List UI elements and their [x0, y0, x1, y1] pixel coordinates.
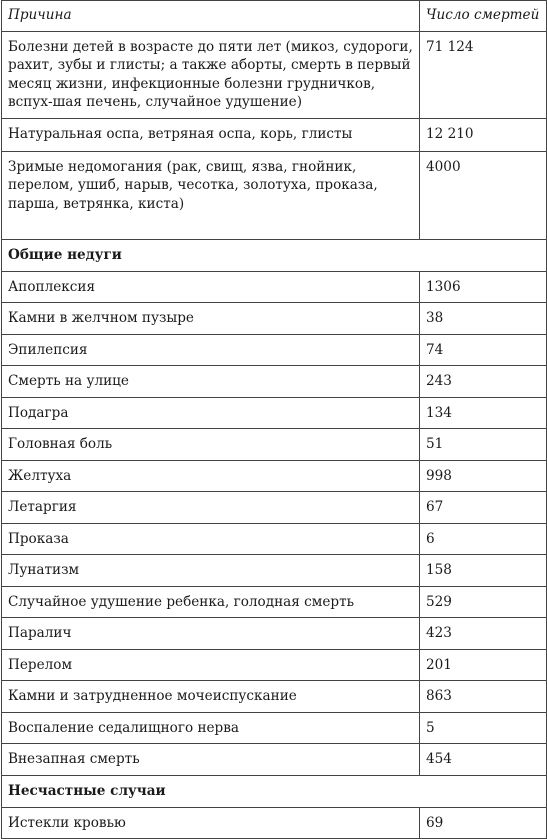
deaths-cell: 201 — [420, 649, 547, 681]
cause-cell: Внезапная смерть — [2, 744, 420, 776]
cause-cell: Головная боль — [2, 429, 420, 461]
table-row — [2, 681, 547, 713]
deaths-cell: 998 — [420, 460, 547, 492]
deaths-cell: 6 — [420, 523, 547, 555]
table-row — [2, 31, 547, 118]
table-row — [2, 366, 547, 398]
table-row — [2, 649, 547, 681]
section-title: Общие недуги — [2, 239, 547, 271]
cause-cell: Эпилепсия — [2, 334, 420, 366]
cause-cell: Камни и затрудненное мочеиспускание — [2, 681, 420, 713]
cause-cell: Апоплексия — [2, 271, 420, 303]
cause-cell: Паралич — [2, 618, 420, 650]
deaths-cell: 5 — [420, 712, 547, 744]
table-row — [2, 118, 547, 151]
deaths-cell: 4000 — [420, 151, 547, 239]
deaths-cell: 12 210 — [420, 118, 547, 151]
cause-cell: Болезни детей в возрасте до пяти лет (микоз, судороги, рахит, зубы и глисты; а также аборты, смерть в первый месяц жизни, инфекционные болезни грудничков, вспух-шая печень, случайное удушение) — [2, 31, 420, 118]
deaths-cell: 1306 — [420, 271, 547, 303]
table-row — [2, 303, 547, 335]
table-row — [2, 429, 547, 461]
header-deaths: Число смертей — [420, 1, 547, 32]
deaths-cell: 71 124 — [420, 31, 547, 118]
section-header-accidents — [2, 775, 547, 807]
table-row — [2, 334, 547, 366]
section-header-general — [2, 239, 547, 271]
cause-cell: Натуральная оспа, ветряная оспа, корь, глисты — [2, 118, 420, 151]
cause-cell: Желтуха — [2, 460, 420, 492]
table-row — [2, 523, 547, 555]
mortality-table — [1, 0, 547, 839]
deaths-cell: 67 — [420, 492, 547, 524]
header-cause: Причина — [2, 1, 420, 32]
deaths-cell: 863 — [420, 681, 547, 713]
deaths-cell: 134 — [420, 397, 547, 429]
cause-cell: Воспаление седалищного нерва — [2, 712, 420, 744]
table-row — [2, 586, 547, 618]
table-row — [2, 151, 547, 239]
cause-cell: Смерть на улице — [2, 366, 420, 398]
cause-cell: Летаргия — [2, 492, 420, 524]
table-row — [2, 712, 547, 744]
deaths-cell: 69 — [420, 807, 547, 839]
deaths-cell: 38 — [420, 303, 547, 335]
table-row — [2, 807, 547, 839]
table-row — [2, 492, 547, 524]
cause-cell: Подагра — [2, 397, 420, 429]
cause-cell: Зримые недомогания (рак, свищ, язва, гнойник, перелом, ушиб, нарыв, чесотка, золотуха, проказа, парша, ветрянка, киста) — [2, 151, 420, 239]
section-title: Несчастные случаи — [2, 775, 547, 807]
table-row — [2, 397, 547, 429]
deaths-cell: 158 — [420, 555, 547, 587]
deaths-cell: 74 — [420, 334, 547, 366]
table-row — [2, 618, 547, 650]
cause-cell: Случайное удушение ребенка, голодная смерть — [2, 586, 420, 618]
deaths-cell: 454 — [420, 744, 547, 776]
table-row — [2, 555, 547, 587]
cause-cell: Истекли кровью — [2, 807, 420, 839]
table-row — [2, 460, 547, 492]
deaths-cell: 529 — [420, 586, 547, 618]
deaths-cell: 243 — [420, 366, 547, 398]
deaths-cell: 51 — [420, 429, 547, 461]
cause-cell: Лунатизм — [2, 555, 420, 587]
cause-cell: Перелом — [2, 649, 420, 681]
table-row — [2, 744, 547, 776]
cause-cell: Камни в желчном пузыре — [2, 303, 420, 335]
table-header-row — [2, 1, 547, 32]
deaths-cell: 423 — [420, 618, 547, 650]
table-row — [2, 271, 547, 303]
cause-cell: Проказа — [2, 523, 420, 555]
